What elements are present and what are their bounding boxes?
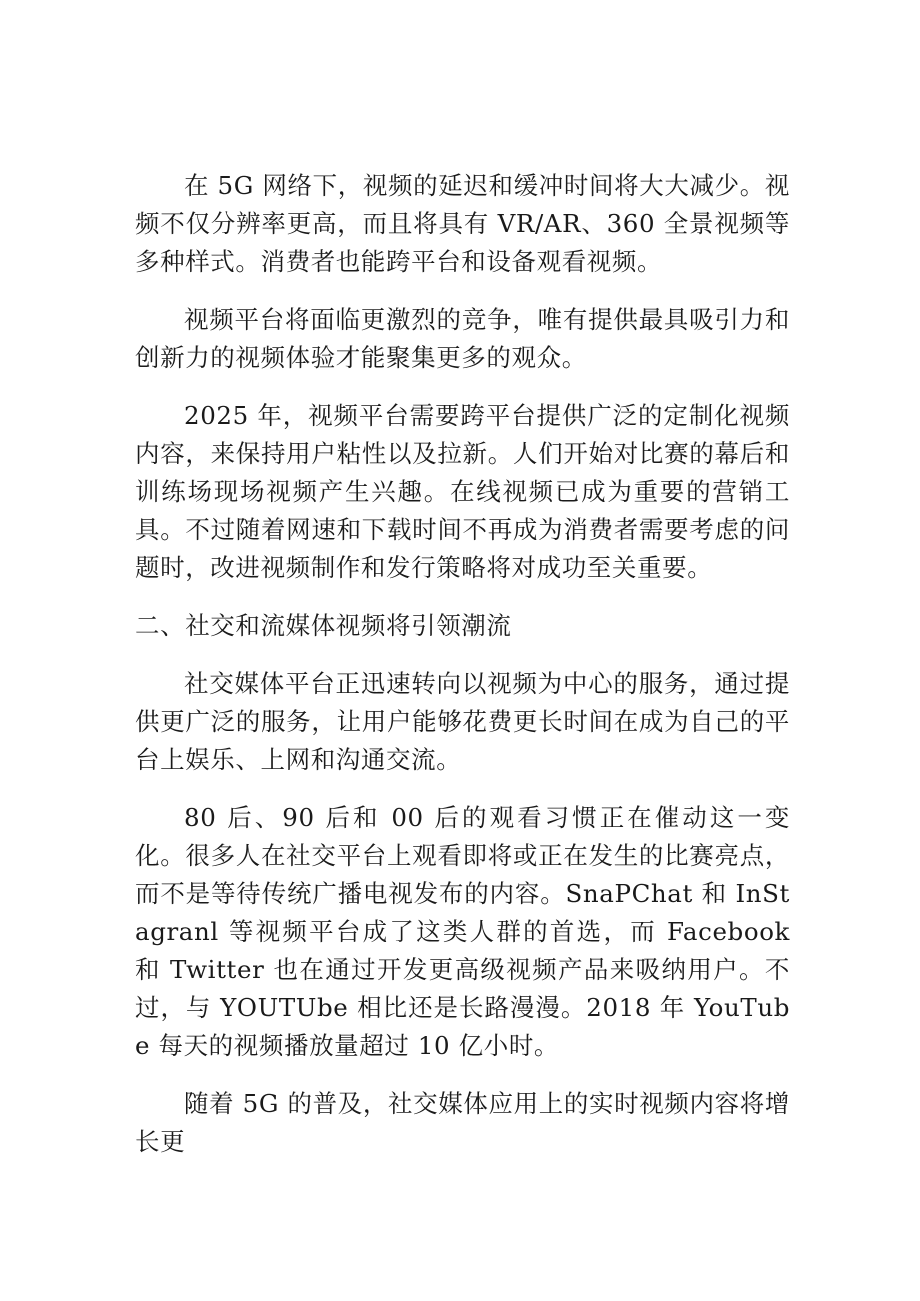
section-heading: 二、社交和流媒体视频将引领潮流 xyxy=(135,611,512,640)
paragraph-2025-strategy: 2025 年，视频平台需要跨平台提供广泛的定制化视频内容，来保持用户粘性以及拉新。人们开始对比赛的幕后和训练场现场视频产生兴趣。在线视频已成为重要的营销工具。不过随着网速和下载时间不再成为消费者需要考虑的问题时，改进视频制作和发行策略将对成功至关重要。 xyxy=(135,401,790,582)
paragraph-5g-video: 在 5G 网络下，视频的延迟和缓冲时间将大大减少。视频不仅分辨率更高，而且将具有 VR/AR、360 全景视频等多种样式。消费者也能跨平台和设备观看视频。 xyxy=(135,171,790,276)
paragraph-platform-competition: 视频平台将面临更激烈的竞争，唯有提供最具吸引力和创新力的视频体验才能聚集更多的观众。 xyxy=(135,305,790,372)
paragraph-social-media-shift: 社交媒体平台正迅速转向以视频为中心的服务，通过提供更广泛的服务，让用户能够花费更长时间在成为自己的平台上娱乐、上网和沟通交流。 xyxy=(135,669,790,774)
paragraph-viewing-habits: 80 后、90 后和 00 后的观看习惯正在催动这一变化。很多人在社交平台上观看即将或正在发生的比赛亮点，而不是等待传统广播电视发布的内容。SnaPChat 和 InStagranl 等视频平台成了这类人群的首选，而 Facebook 和 Twitter 也在通过开发更高级视频产品来吸纳用户。不过，与 YOUTUbe 相比还是长路漫漫。2018 年 YouTube 每天的视频播放量超过 10 亿小时。 xyxy=(135,803,790,1060)
paragraph-5g-realtime: 随着 5G 的普及，社交媒体应用上的实时视频内容将增长更 xyxy=(135,1089,790,1156)
document-body xyxy=(135,167,790,1181)
